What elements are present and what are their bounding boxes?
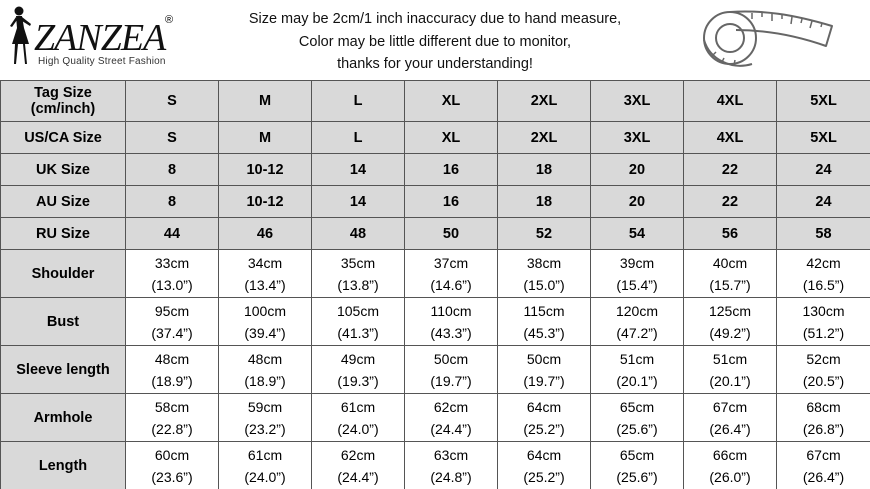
size-cell: 56 <box>684 218 777 250</box>
size-cell: M <box>219 122 312 154</box>
row-label: RU Size <box>1 218 126 250</box>
measurement-row <box>1 442 870 489</box>
measurement-cell <box>591 298 684 346</box>
cm-value: 59cm <box>247 398 283 415</box>
inch-value: (24.4”) <box>337 468 379 485</box>
measurement-cell <box>126 442 219 489</box>
row-label: Length <box>1 442 126 489</box>
size-cell: L <box>312 81 405 122</box>
size-cell: XL <box>405 122 498 154</box>
inch-value: (19.3”) <box>337 372 379 389</box>
size-cell: 8 <box>126 154 219 186</box>
cm-value: 110cm <box>430 302 472 319</box>
inch-value: (18.9”) <box>151 372 193 389</box>
cm-value: 64cm <box>526 398 562 415</box>
cm-value: 52cm <box>806 350 841 367</box>
size-cell: 54 <box>591 218 684 250</box>
size-cell: 2XL <box>498 122 591 154</box>
size-chart-table <box>0 80 870 489</box>
size-cell: 16 <box>405 154 498 186</box>
size-cell: 5XL <box>777 122 870 154</box>
measurement-cell <box>777 346 870 394</box>
measurement-cell <box>684 394 777 442</box>
measurement-cell <box>405 250 498 298</box>
inch-value: (39.4”) <box>244 324 286 341</box>
inch-value: (20.5”) <box>802 372 845 389</box>
inch-value: (43.3”) <box>430 324 472 341</box>
measurement-rows <box>1 250 870 489</box>
measurement-cell <box>498 394 591 442</box>
row-label: Bust <box>1 298 126 346</box>
measurement-cell <box>405 298 498 346</box>
size-cell: 46 <box>219 218 312 250</box>
size-cell: 44 <box>126 218 219 250</box>
brand-name: ZANZEA <box>34 17 166 59</box>
inch-value: (51.2”) <box>802 324 845 341</box>
cm-value: 67cm <box>806 446 841 463</box>
measurement-cell <box>405 394 498 442</box>
cm-value: 67cm <box>712 398 748 415</box>
size-cell: 10-12 <box>219 186 312 218</box>
size-cell: 50 <box>405 218 498 250</box>
size-cell: 18 <box>498 186 591 218</box>
size-cell: 14 <box>312 186 405 218</box>
size-cell: 52 <box>498 218 591 250</box>
measurement-cell <box>219 346 312 394</box>
notice-line: Size may be 2cm/1 inch inaccuracy due to hand measure, <box>248 11 622 27</box>
size-row <box>1 81 870 122</box>
measurement-cell <box>684 346 777 394</box>
size-cell: 5XL <box>777 81 870 122</box>
size-cell: 20 <box>591 186 684 218</box>
cm-value: 61cm <box>247 446 283 463</box>
measurement-row <box>1 346 870 394</box>
measurement-cell <box>591 442 684 489</box>
inch-value: (13.0”) <box>151 276 193 293</box>
cm-value: 51cm <box>619 350 655 367</box>
inch-value: (22.8”) <box>151 420 193 437</box>
measurement-cell <box>498 298 591 346</box>
size-cell: 24 <box>777 186 870 218</box>
cm-value: 68cm <box>806 398 841 415</box>
inch-value: (26.0”) <box>709 468 751 485</box>
size-cell: 22 <box>684 154 777 186</box>
cm-value: 50cm <box>433 350 469 367</box>
measurement-row <box>1 250 870 298</box>
measurement-notice <box>205 8 665 76</box>
header <box>0 0 870 80</box>
cm-value: 130cm <box>802 302 845 319</box>
cm-value: 48cm <box>247 350 283 367</box>
cm-value: 37cm <box>433 254 469 271</box>
inch-value: (24.8”) <box>430 468 472 485</box>
size-cell: 22 <box>684 186 777 218</box>
size-row <box>1 122 870 154</box>
cm-value: 100cm <box>243 302 287 319</box>
notice-line: Color may be little different due to monitor, <box>298 33 572 50</box>
measurement-cell <box>684 298 777 346</box>
size-cell: 20 <box>591 154 684 186</box>
inch-value: (15.7”) <box>709 276 751 293</box>
measurement-cell <box>126 298 219 346</box>
inch-value: (45.3”) <box>523 324 565 341</box>
inch-value: (26.8”) <box>802 420 845 437</box>
measurement-cell <box>591 394 684 442</box>
measurement-cell <box>312 442 405 489</box>
cm-value: 38cm <box>526 254 562 271</box>
inch-value: (18.9”) <box>244 372 286 389</box>
cm-value: 63cm <box>433 446 469 463</box>
cm-value: 125cm <box>708 302 752 319</box>
measurement-cell <box>498 346 591 394</box>
inch-value: (25.6”) <box>616 468 658 485</box>
cm-value: 33cm <box>154 254 190 271</box>
measurement-cell <box>312 250 405 298</box>
measurement-row <box>1 298 870 346</box>
size-cell: M <box>219 81 312 122</box>
size-rows <box>1 81 870 250</box>
cm-value: 65cm <box>619 446 655 463</box>
cm-value: 105cm <box>336 302 380 319</box>
cm-value: 61cm <box>340 398 376 415</box>
measurement-cell <box>312 298 405 346</box>
cm-value: 64cm <box>526 446 562 463</box>
inch-value: (14.6”) <box>430 276 472 293</box>
cm-value: 35cm <box>340 254 376 271</box>
size-cell: 18 <box>498 154 591 186</box>
cm-value: 34cm <box>247 254 283 271</box>
size-cell: 8 <box>126 186 219 218</box>
cm-value: 60cm <box>154 446 190 463</box>
cm-value: 65cm <box>619 398 655 415</box>
measurement-cell <box>498 442 591 489</box>
cm-value: 40cm <box>712 254 748 271</box>
size-cell: 4XL <box>684 122 777 154</box>
notice-line: thanks for your understanding! <box>337 56 533 72</box>
size-cell: 3XL <box>591 122 684 154</box>
measurement-cell <box>405 346 498 394</box>
row-label: Sleeve length <box>1 346 126 394</box>
cm-value: 48cm <box>154 350 190 367</box>
measurement-cell <box>684 250 777 298</box>
size-cell: 16 <box>405 186 498 218</box>
size-cell: 3XL <box>591 81 684 122</box>
size-cell: 4XL <box>684 81 777 122</box>
inch-value: (24.0”) <box>337 420 379 437</box>
inch-value: (13.8”) <box>337 276 379 293</box>
inch-value: (41.3”) <box>337 324 379 341</box>
inch-value: (16.5”) <box>802 276 845 293</box>
size-cell: S <box>126 122 219 154</box>
size-cell: 24 <box>777 154 870 186</box>
brand-logo <box>2 4 180 68</box>
measurement-cell <box>312 346 405 394</box>
inch-value: (20.1”) <box>616 372 658 389</box>
inch-value: (19.7”) <box>430 372 472 389</box>
row-label: UK Size <box>1 154 126 186</box>
cm-value: 50cm <box>526 350 562 367</box>
inch-value: (23.2”) <box>244 420 286 437</box>
measurement-cell <box>126 394 219 442</box>
size-row <box>1 154 870 186</box>
measurement-cell <box>777 442 870 489</box>
measurement-cell <box>126 346 219 394</box>
measurement-cell <box>219 394 312 442</box>
cm-value: 115cm <box>523 302 565 319</box>
cm-value: 42cm <box>806 254 841 271</box>
inch-value: (24.0”) <box>244 468 286 485</box>
inch-value: (25.2”) <box>523 420 565 437</box>
inch-value: (23.6”) <box>151 468 193 485</box>
registered-mark: ® <box>165 14 174 26</box>
row-label: Tag Size (cm/inch) <box>1 81 126 122</box>
measurement-row <box>1 394 870 442</box>
row-label: AU Size <box>1 186 126 218</box>
measurement-cell <box>126 250 219 298</box>
brand-tagline: High Quality Street Fashion <box>38 56 166 67</box>
size-cell: L <box>312 122 405 154</box>
cm-value: 62cm <box>433 398 469 415</box>
inch-value: (13.4”) <box>244 276 286 293</box>
inch-value: (15.0”) <box>523 276 565 293</box>
measuring-tape-icon <box>692 4 842 76</box>
size-cell: 2XL <box>498 81 591 122</box>
cm-value: 120cm <box>615 302 659 319</box>
row-label: Armhole <box>1 394 126 442</box>
size-row <box>1 186 870 218</box>
inch-value: (49.2”) <box>709 324 751 341</box>
measurement-cell <box>777 250 870 298</box>
inch-value: (37.4”) <box>151 324 193 341</box>
measurement-cell <box>684 442 777 489</box>
row-label: Shoulder <box>1 250 126 298</box>
measurement-cell <box>405 442 498 489</box>
measurement-cell <box>591 346 684 394</box>
cm-value: 49cm <box>340 350 376 367</box>
inch-value: (24.4”) <box>430 420 472 437</box>
inch-value: (19.7”) <box>523 372 565 389</box>
inch-value: (20.1”) <box>709 372 751 389</box>
cm-value: 66cm <box>712 446 748 463</box>
cm-value: 58cm <box>154 398 190 415</box>
measurement-cell <box>777 298 870 346</box>
size-cell: 48 <box>312 218 405 250</box>
size-cell: S <box>126 81 219 122</box>
cm-value: 51cm <box>712 350 748 367</box>
inch-value: (26.4”) <box>709 420 751 437</box>
inch-value: (25.2”) <box>523 468 565 485</box>
size-cell: 10-12 <box>219 154 312 186</box>
measurement-cell <box>498 250 591 298</box>
inch-value: (15.4”) <box>616 276 658 293</box>
size-cell: XL <box>405 81 498 122</box>
inch-value: (47.2”) <box>616 324 658 341</box>
cm-value: 39cm <box>619 254 655 271</box>
measurement-cell <box>312 394 405 442</box>
cm-value: 62cm <box>340 446 376 463</box>
cm-value: 95cm <box>154 302 190 319</box>
row-label: US/CA Size <box>1 122 126 154</box>
measurement-cell <box>219 442 312 489</box>
measurement-cell <box>591 250 684 298</box>
inch-value: (26.4”) <box>802 468 845 485</box>
measurement-cell <box>219 298 312 346</box>
size-cell: 14 <box>312 154 405 186</box>
measurement-cell <box>219 250 312 298</box>
size-cell: 58 <box>777 218 870 250</box>
inch-value: (25.6”) <box>616 420 658 437</box>
size-row <box>1 218 870 250</box>
measurement-cell <box>777 394 870 442</box>
